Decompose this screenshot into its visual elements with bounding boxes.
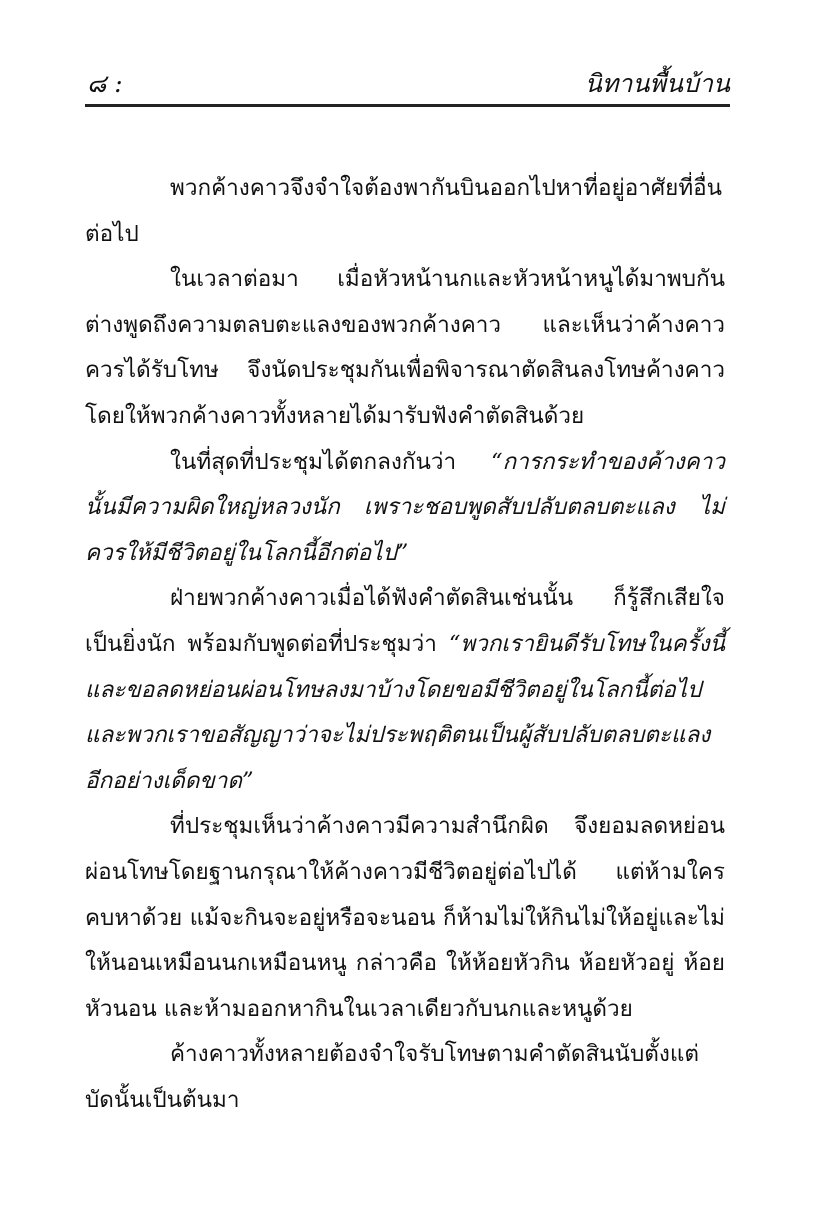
verdict-quote: “การกระทำของค้างคาวนั้นมีความผิดใหญ่หลวงนัก เพราะชอบพูดสับปลับตลบตะแลง ไม่ควรให้มีชีวิตอยู่ในโลกนี้อีกต่อไป” [85, 448, 725, 566]
paragraph-6: ค้างคาวทั้งหลายต้องจำใจรับโทษตามคำตัดสินนับตั้งแต่บัดนั้นเป็นต้นมา [85, 1041, 699, 1113]
paragraph-5: ที่ประชุมเห็นว่าค้างคาวมีความสำนึกผิด จึงยอมลดหย่อนผ่อนโทษโดยฐานกรุณาให้ค้างคาวมีชีวิตอยู่ต่อไปได้ แต่ห้ามใครคบหาด้วย แม้จะกินจะอยู่หรือจะนอน ก็ห้ามไม่ให้กินไม่ให้อยู่และไม่ให้นอนเหมือนนกเหมือนหนู กล่าวคือ ให้ห้อยหัวกิน ห้อยหัวอยู่ ห้อยหัวนอน และห้ามออกหากินในเวลาเดียวกับนกและหนูด้วย [85, 813, 725, 1022]
paragraph-4-lead: ฝ่ายพวกค้างคาวเมื่อได้ฟังคำตัดสินเช่นนั้น ก็รู้สึกเสียใจเป็นยิ่งนัก พร้อมกับพูดต่อที่ประชุมว่า [85, 585, 725, 657]
paragraph-3-lead: ในที่สุดที่ประชุมได้ตกลงกันว่า [170, 448, 492, 475]
story-body [85, 166, 725, 1123]
page-number: ๘ : [87, 69, 123, 98]
paragraph-3 [85, 440, 725, 577]
paragraph-4 [85, 576, 725, 804]
page-header [85, 62, 730, 107]
paragraph-1: พวกค้างคาวจึงจำใจต้องพากันบินออกไปหาที่อยู่อาศัยที่อื่นต่อไป [85, 175, 723, 247]
paragraph-2: ในเวลาต่อมา เมื่อหัวหน้านกและหัวหน้าหนูได้มาพบกัน ต่างพูดถึงความตลบตะแลงของพวกค้างคาว และเห็นว่าค้างคาวควรได้รับโทษ จึงนัดประชุมกันเพื่อพิจารณาตัดสินลงโทษค้างคาว โดยให้พวกค้างคาวทั้งหลายได้มารับฟังคำตัดสินด้วย [85, 266, 725, 429]
bats-plea-quote: “พวกเรายินดีรับโทษในครั้งนี้และขอลดหย่อนผ่อนโทษลงมาบ้างโดยขอมีชีวิตอยู่ในโลกนี้ต่อไปและพวกเราขอสัญญาว่าจะไม่ประพฤติตนเป็นผู้สับปลับตลบตะแลงอีกอย่างเด็ดขาด” [85, 630, 725, 794]
running-title: นิทานพื้นบ้าน [584, 69, 730, 98]
